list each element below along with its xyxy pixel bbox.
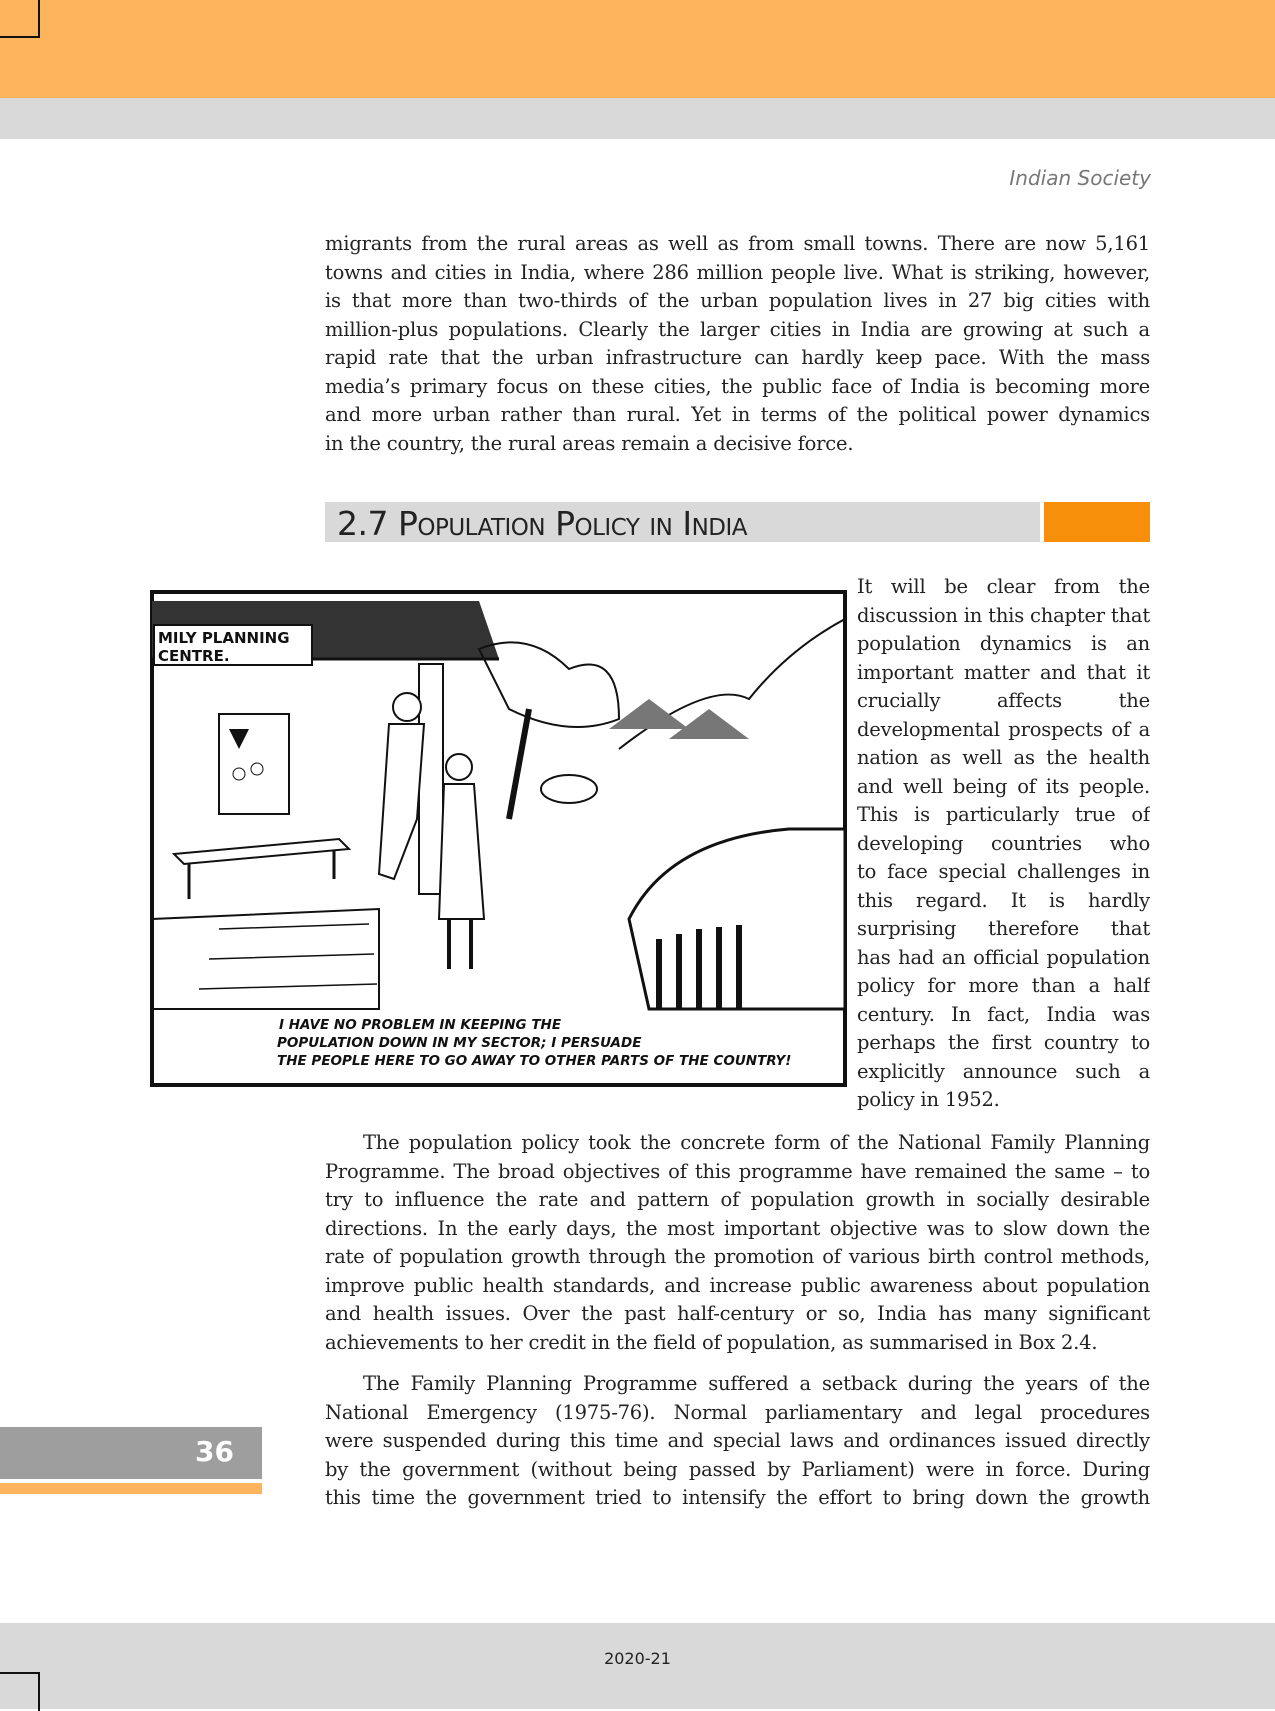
text-line: rapid rate that the urban infrastructure can hardly keep pace. With the mass — [325, 346, 1150, 369]
text-line: try to influence the rate and pattern of population growth in socially desirable — [325, 1188, 1150, 1211]
text-line: Programme. The broad objectives of this programme have remained the same – to — [325, 1159, 1150, 1183]
header-band — [0, 0, 1275, 98]
text-line: towns and cities in India, where 286 million people live. What is striking, however, — [325, 260, 1150, 284]
text-line: The population policy took the concrete form of the National Family Planning — [363, 1131, 1150, 1154]
text-line: rate of population growth through the promotion of various birth control methods, — [325, 1245, 1150, 1268]
text-line: by the government (without being passed by Parliament) were in force. During — [325, 1457, 1150, 1481]
cartoon-caption-line1: I HAVE NO PROBLEM IN KEEPING THE — [279, 1017, 562, 1033]
text-line: It will be clear from the — [857, 575, 1150, 598]
text-line: improve public health standards, and increase public awareness about population — [325, 1273, 1150, 1297]
text-line: National Emergency (1975-76). Normal parliamentary and legal procedures — [325, 1400, 1150, 1424]
crop-mark-bottom — [0, 1672, 40, 1711]
header-gray-band — [0, 98, 1275, 139]
text-line: surprising therefore that — [857, 917, 1150, 940]
text-line: developing countries who — [857, 831, 1150, 855]
text-line: The Family Planning Programme suffered a setback during the years of the — [363, 1372, 1150, 1395]
cartoon-caption-line2: POPULATION DOWN IN MY SECTOR; I PERSUADE — [277, 1035, 642, 1051]
text-line: and well being of its people. — [857, 774, 1150, 798]
text-line: this regard. It is hardly — [857, 888, 1150, 912]
text-line: and more urban rather than rural. Yet in terms of the political power dynamics — [325, 403, 1150, 426]
text-line: were suspended during this time and special laws and ordinances issued directly — [325, 1429, 1150, 1452]
text-line: has had an official population — [857, 945, 1150, 969]
running-head: Indian Society — [1009, 166, 1151, 190]
text-line: million-plus populations. Clearly the larger cities in India are growing at such a — [325, 317, 1150, 341]
text-line: nation as well as the health — [857, 746, 1150, 769]
text-line: crucially affects the — [857, 689, 1150, 712]
crop-mark-top — [0, 0, 40, 38]
section-title: 2.7 Population Policy in India — [337, 504, 748, 543]
side-column-text — [857, 573, 1150, 1115]
text-line: in the country, the rural areas remain a decisive force. — [325, 431, 854, 455]
cartoon-illustration — [149, 589, 848, 1088]
text-line: developmental prospects of a — [857, 717, 1150, 741]
sign-text-line2: CENTRE. — [158, 647, 230, 665]
paragraph-emergency — [325, 1370, 1150, 1513]
paragraph-family-planning — [325, 1129, 1150, 1357]
page-number-box — [0, 1427, 262, 1479]
text-line: discussion in this chapter that — [857, 603, 1150, 627]
page-number: 36 — [195, 1435, 234, 1468]
text-line: explicitly announce such a — [857, 1059, 1150, 1083]
text-line: to face special challenges in — [857, 860, 1150, 883]
paragraph-urban — [325, 230, 1150, 458]
text-line: century. In fact, India was — [857, 1002, 1150, 1026]
text-line: migrants from the rural areas as well as from small towns. There are now 5,161 — [325, 232, 1150, 255]
text-line: population dynamics is an — [857, 632, 1150, 655]
text-line: directions. In the early days, the most important objective was to slow down the — [325, 1216, 1150, 1240]
section-heading — [325, 502, 1040, 542]
text-line: perhaps the first country to — [857, 1031, 1150, 1054]
sign-text-line1: MILY PLANNING — [158, 629, 290, 647]
footer-band — [0, 1623, 1275, 1709]
text-line: this time the government tried to intensify the effort to bring down the growth — [325, 1486, 1150, 1509]
text-line: policy in 1952. — [857, 1088, 1000, 1111]
text-line: is that more than two-thirds of the urban population lives in 27 big cities with — [325, 289, 1150, 312]
text-line: and health issues. Over the past half-century or so, India has many significant — [325, 1302, 1150, 1325]
text-line: policy for more than a half — [857, 974, 1150, 997]
footer-year: 2020-21 — [604, 1649, 671, 1668]
page-number-underline — [0, 1483, 262, 1494]
text-line: important matter and that it — [857, 660, 1150, 684]
text-line: achievements to her credit in the field of population, as summarised in Box 2.4. — [325, 1330, 1098, 1354]
section-accent-block — [1044, 502, 1150, 542]
text-line: media’s primary focus on these cities, the public face of India is becoming more — [325, 374, 1150, 398]
cartoon-caption-line3: THE PEOPLE HERE TO GO AWAY TO OTHER PARTS OF THE COUNTRY! — [277, 1053, 792, 1069]
text-line: This is particularly true of — [857, 803, 1150, 826]
